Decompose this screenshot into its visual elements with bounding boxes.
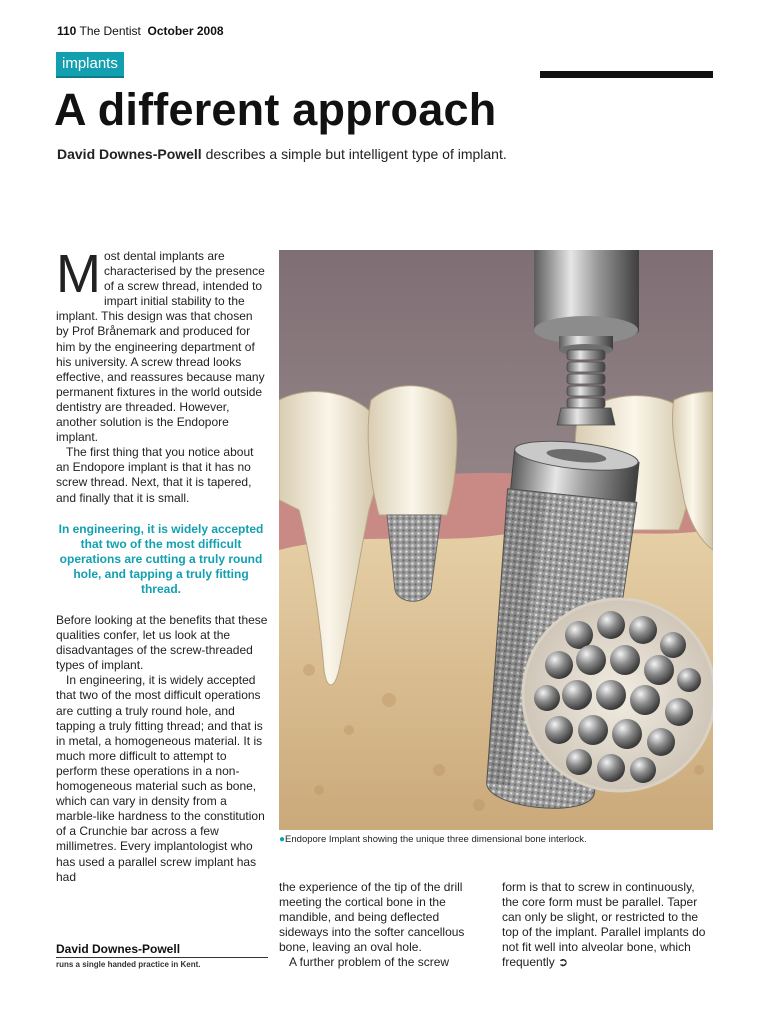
body-paragraph-1-text: ost dental implants are characterised by the presence of a screw thread, intended to impart initial stability to the implant. This design was that chosen by Prof Brånemark and produced for him by the engineering department of his university. A screw thread looks effective, and reassures because many permanent fixtures in the world outside dentistry are threaded. However, another solution is the Endopore implant. — [56, 249, 265, 445]
body-column-1-top — [56, 244, 266, 506]
body-paragraph-6: A further problem of the screw — [289, 955, 450, 970]
body-paragraph-2: The first thing that you notice about an Endopore implant is that it has no screw thread. Next, that it is tapered, and finally that it is small. — [56, 445, 254, 505]
body-paragraph-1 — [56, 244, 266, 445]
section-tag: implants — [56, 52, 124, 78]
implant-illustration — [279, 250, 713, 830]
body-paragraph-5: the experience of the tip of the drill meeting the cortical bone in the mandible, and being deflected sideways into the softer cancellous bone, leaving an oval hole. — [279, 880, 465, 955]
headline: A different approach — [54, 84, 497, 135]
standfirst — [57, 146, 507, 162]
pull-quote: In engineering, it is widely accepted that two of the most difficult operations are cutting a truly round hole, and tapping a truly fitting thread. — [58, 522, 264, 596]
caption-bullet-icon: ● — [279, 834, 286, 845]
header-rule — [540, 71, 713, 78]
issue-date: October 2008 — [147, 24, 224, 38]
body-paragraph-7 — [502, 880, 714, 971]
body-paragraph-3: Before looking at the benefits that these qualities confer, let us look at the disadvantages of the screw-threaded types of implant. — [56, 613, 268, 673]
byline-role: runs a single handed practice in Kent. — [56, 960, 201, 969]
page-number: 110 — [57, 24, 77, 38]
drop-cap: M — [56, 244, 101, 304]
figure-caption — [279, 834, 587, 845]
publication-name: The Dentist — [79, 24, 141, 38]
body-column-1-bottom — [56, 613, 268, 885]
standfirst-text: describes a simple but intelligent type of implant. — [205, 146, 507, 162]
caption-text: Endopore Implant showing the unique three dimensional bone interlock. — [285, 834, 587, 845]
body-paragraph-7-text: form is that to screw in continuously, the core form must be parallel. Taper can only be slight, or restricted to the top of the implant. Parallel implants do not fit well into alveolar bone, which frequently — [502, 880, 706, 970]
byline-name: David Downes-Powell — [56, 942, 181, 956]
body-column-2 — [279, 880, 484, 971]
body-paragraph-4: In engineering, it is widely accepted that two of the most difficult operations are cutting a truly round hole, and tapping a truly fitting thread; and that is in metal, a homogeneous material. It is much more difficult to attempt to perform these operations in a non-homogeneous material such as bone, which can vary in density from a marble-like hardness to the constitution of a Crunchie bar across a few millimetres. Every implantologist who has used a parallel screw implant has had — [56, 673, 265, 884]
body-column-3 — [502, 880, 714, 971]
standfirst-author: David Downes-Powell — [57, 146, 202, 162]
running-header — [57, 24, 224, 38]
byline-rule — [56, 957, 268, 958]
continue-arrow-icon: ➲ — [558, 955, 569, 970]
